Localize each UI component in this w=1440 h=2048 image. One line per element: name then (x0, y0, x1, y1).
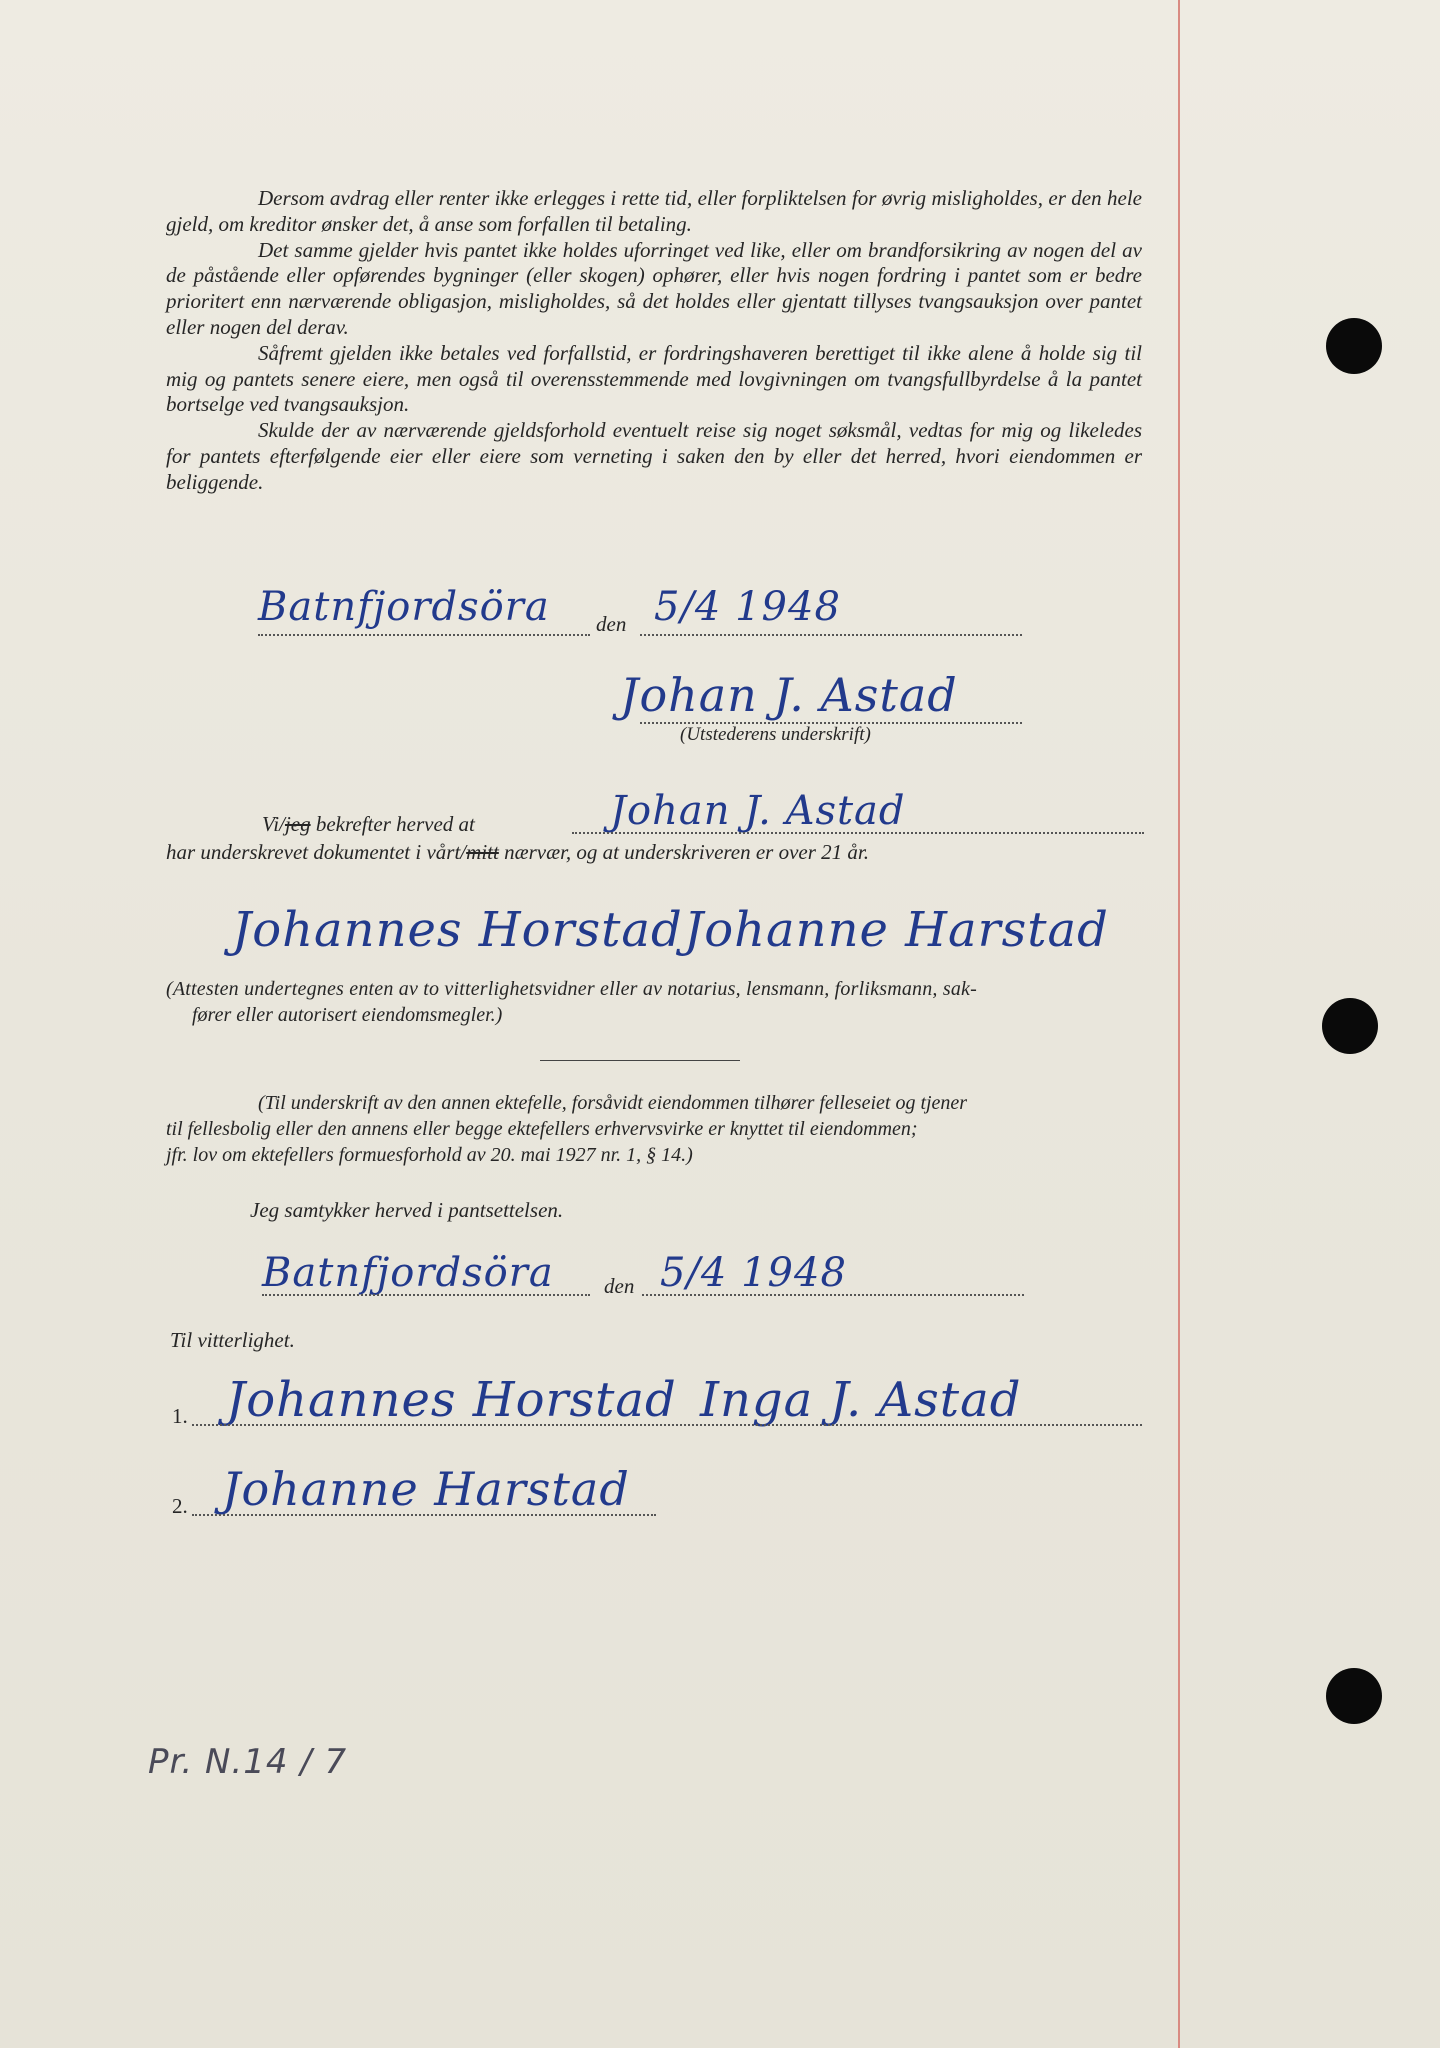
witness-signature-b: Johanne Harstad (684, 902, 1109, 958)
confirm-mitt-struck: mitt (466, 840, 499, 864)
witness-2-signature: Johanne Harstad (222, 1462, 630, 1516)
attest-note-line-2: fører eller autorisert eiendomsmegler.) (192, 1004, 503, 1026)
spouse-note-line-3: jfr. lov om ektefellers formuesforhold av 20. mai 1927 nr. 1, § 14.) (166, 1144, 693, 1166)
witness-heading: Til vitterlighet. (170, 1328, 295, 1352)
issuer-signature: Johan J. Astad (620, 668, 958, 722)
witness-1-signature: Johannes Horstad (226, 1372, 677, 1428)
punch-hole-top (1326, 318, 1382, 374)
spouse-note-line-1: (Til underskrift av den annen ektefelle, forsåvidt eiendommen tilhører felleseiet og tjener (258, 1092, 968, 1114)
date-handwritten-2: 5/4 1948 (660, 1250, 847, 1296)
witness-1-dotted-line (192, 1424, 1142, 1426)
confirm-line2-a: har underskrevet dokumentet i vårt/ (166, 840, 467, 864)
place-dotted-line-2 (262, 1294, 590, 1296)
date-dotted-line (640, 634, 1022, 636)
confirm-line-2 (166, 840, 869, 865)
attest-note-line-1: (Attesten undertegnes enten av to vitterlighetsvidner eller av notarius, lensmann, forliksmann, sak- (166, 978, 977, 1000)
confirm-name-handwritten: Johan J. Astad (610, 788, 906, 834)
confirm-vi: Vi/ (262, 812, 285, 836)
witness-2-dotted-line (192, 1514, 656, 1516)
consent-statement: Jeg samtykker herved i pantsettelsen. (250, 1198, 564, 1222)
witness-1-number: 1. (172, 1404, 188, 1428)
confirm-dotted-line (572, 832, 1144, 834)
issuer-caption: (Utstederens underskrift) (680, 724, 871, 745)
witness-signature-a: Johannes Horstad (232, 902, 683, 958)
terms-text (166, 186, 1142, 496)
section-divider (540, 1060, 740, 1061)
confirm-rest: bekrefter herved at (310, 812, 475, 836)
den-label-2: den (604, 1274, 635, 1298)
terms-paragraph: Skulde der av nærværende gjeldsforhold eventuelt reise sig noget søksmål, vedtas for mig og likeledes for pantets efterfølgende eier eller eiere som verneting i saken den by eller det herred, hvori eiendommen er beliggende. (166, 418, 1142, 494)
confirm-line2-b: nærvær, og at underskriveren er over 21 år. (498, 840, 870, 864)
margin-rule (1178, 0, 1180, 2048)
place-handwritten-2: Batnfjordsöra (262, 1250, 554, 1296)
punch-hole-bottom (1326, 1668, 1382, 1724)
pencil-margin-note: Pr. N.14 / 7 (148, 1742, 348, 1782)
punch-hole-middle (1322, 998, 1378, 1054)
place-handwritten: Batnfjordsöra (258, 584, 550, 630)
spouse-signature: Inga J. Astad (700, 1372, 1022, 1428)
terms-paragraph: Dersom avdrag eller renter ikke erlegges i rette tid, eller forpliktelsen for øvrig misligholdes, er den hele gjeld, om kreditor ønsker det, å anse som forfallen til betaling. (166, 186, 1142, 236)
confirm-jeg-struck: jeg (284, 812, 311, 836)
place-dotted-line (258, 634, 590, 636)
witness-2-number: 2. (172, 1494, 188, 1518)
confirm-line-1 (262, 812, 475, 837)
den-label: den (596, 612, 627, 636)
date-handwritten: 5/4 1948 (654, 584, 841, 630)
spouse-note-line-2: til fellesbolig eller den annens eller begge ektefellers erhvervsvirke er knyttet til eiendommen; (166, 1118, 918, 1140)
date-dotted-line-2 (642, 1294, 1024, 1296)
terms-paragraph: Såfremt gjelden ikke betales ved forfallstid, er fordringshaveren berettiget til ikke alene å holde sig til mig og pantets senere eiere, men også til overensstemmende med lovgivningen om tvangsfullbyrdelse å la pantet bortselge ved tvangsauksjon. (166, 340, 1142, 417)
terms-paragraph: Det samme gjelder hvis pantet ikke holdes uforringet ved like, eller om brandforsikring av nogen del av de påstående eller opførendes bygninger (eller skogen) ophører, eller hvis nogen fordring i pantet som er bedre prioritert enn nærværende obligasjon, misligholdes, så det holdes eller gjentatt tillyses tvangsauksjon over pantet eller nogen del derav. (166, 237, 1142, 339)
